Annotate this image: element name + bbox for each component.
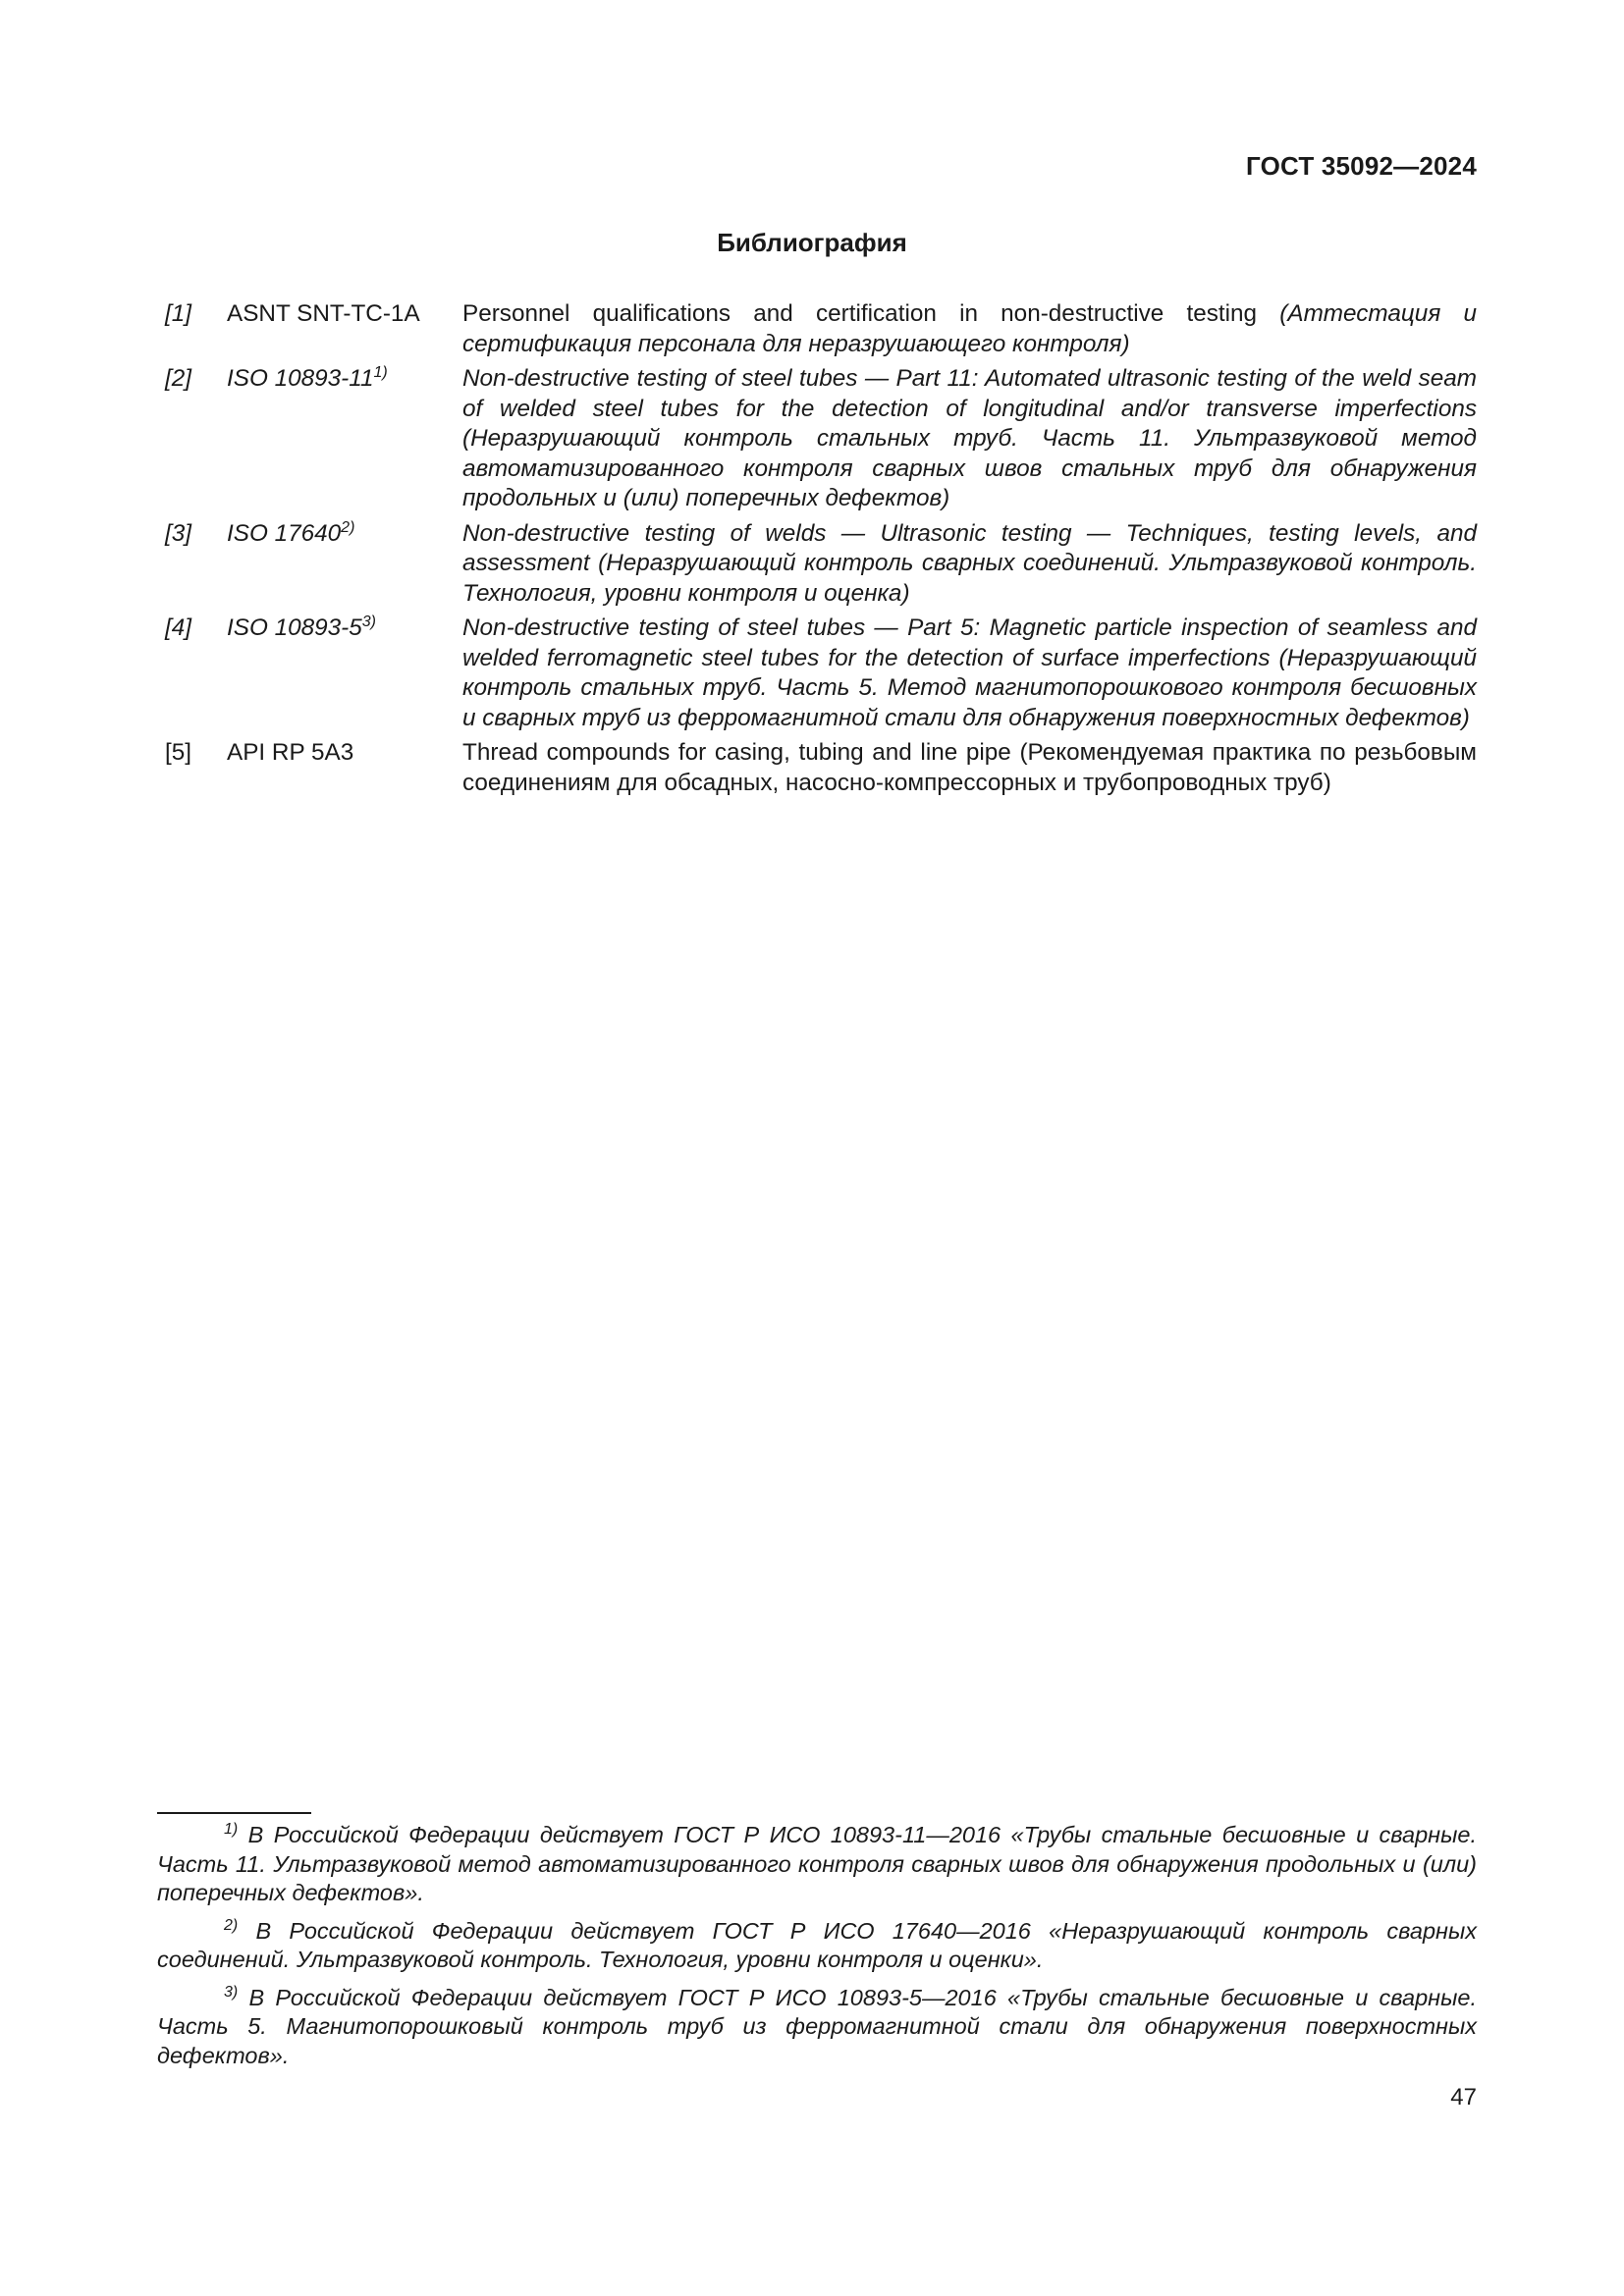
entry-title: Non-destructive testing of welds — Ultrasonic testing — Techniques, testing levels, and assessment [462,519,1477,576]
entry-text [462,614,1477,733]
entry-text [462,364,1477,514]
entry-translation: (Неразрушающий контроль сварных соединений. Ультразвуковой контроль. Технология, уровни контроля и оценка) [462,550,1478,607]
document-code: ГОСТ 35092—2024 [1246,151,1477,181]
footnote-mark: 1) [224,1821,239,1838]
bibliography-list [165,299,1477,803]
entry-number: [2] [165,365,192,392]
section-title: Библиография [717,228,907,257]
bibliography-entry [165,519,1477,610]
footnote-mark: 2) [224,1916,239,1934]
footnote-text: В Российской Федерации действует ГОСТ Р ИСО 10893-5—2016 «Трубы стальные бесшовные и сварные. Часть 5. Магнитопорошковый контроль труб из ферромагнитной стали для обнаружения поверхностных дефектов». [157,1984,1477,2068]
footnote-text: В Российской Федерации действует ГОСТ Р ИСО 17640—2016 «Неразрушающий контроль сварных соединений. Ультразвуковой контроль. Технология, уровни контроля и оценки». [157,1917,1477,1972]
footnote [157,1984,1477,2071]
entry-number: [1] [165,300,192,327]
entry-number: [5] [165,739,192,766]
entry-title: Personnel qualifications and certification in non-destructive testing [462,300,1280,327]
entry-code [227,614,462,644]
entry-text [462,738,1477,798]
entry-number: [3] [165,519,192,547]
entry-title: Thread compounds for casing, tubing and line pipe [462,739,1020,766]
entry-code [227,738,462,769]
entry-translation: (Аттестация и сертификация персонала для неразрушающего контроля) [462,300,1477,357]
footnote-reference: 1) [373,364,388,381]
entry-title: Non-destructive testing of steel tubes — Part 5: Magnetic particle inspection of seamless and welded ferromagnetic steel tubes for the detection of surface imperfections [462,614,1477,671]
footnote-reference: 2) [341,518,355,536]
entry-code [227,519,462,550]
footnote-divider [157,1812,311,1814]
entry-translation: (Неразрушающий контроль стальных труб. Часть 5. Метод магнитопорошкового контроля бесшовных и сварных труб из ферромагнитной стали для обнаружения поверхностных дефектов) [462,644,1477,731]
bibliography-entry [165,299,1477,359]
footnote-mark: 3) [224,1983,239,2001]
footnote-text: В Российской Федерации действует ГОСТ Р ИСО 10893-11—2016 «Трубы стальные бесшовные и сварные. Часть 11. Ультразвуковой метод автоматизированного контроля сварных швов для обнаружения продольных и (или) поперечных дефектов». [157,1822,1477,1905]
entry-code-text: ISO 17640 [227,519,342,547]
entry-number: [4] [165,614,192,641]
footnote-reference: 3) [361,614,377,630]
page-number: 47 [1450,2084,1477,2110]
footnote [157,1821,1477,1908]
entry-code-text: ASNT SNT-TC-1A [227,300,420,327]
entry-translation: (Неразрушающий контроль стальных труб. Часть 11. Ультразвуковой метод автоматизированного контроля сварных швов стальных труб для обнаружения продольных и (или) поперечных дефектов) [462,425,1477,511]
entry-text [462,519,1477,610]
entry-code-text: ISO 10893-11 [227,365,374,392]
entry-code-text: API RP 5A3 [227,739,354,766]
entry-code-text: ISO 10893-5 [227,614,362,641]
entry-text [462,299,1477,359]
footnote [157,1917,1477,1975]
entry-code [227,299,462,330]
bibliography-entry [165,614,1477,733]
entry-title: Non-destructive testing of steel tubes — Part 11: Automated ultrasonic testing of the weld seam of welded steel tubes for the detection of longitudinal and/or transverse imperfections [462,365,1477,422]
footnotes [157,1821,1477,2079]
entry-code [227,364,462,395]
bibliography-entry [165,364,1477,514]
bibliography-entry [165,738,1477,798]
entry-translation: (Рекомендуемая практика по резьбовым соединениям для обсадных, насосно-компрессорных и трубопроводных труб) [462,739,1477,796]
